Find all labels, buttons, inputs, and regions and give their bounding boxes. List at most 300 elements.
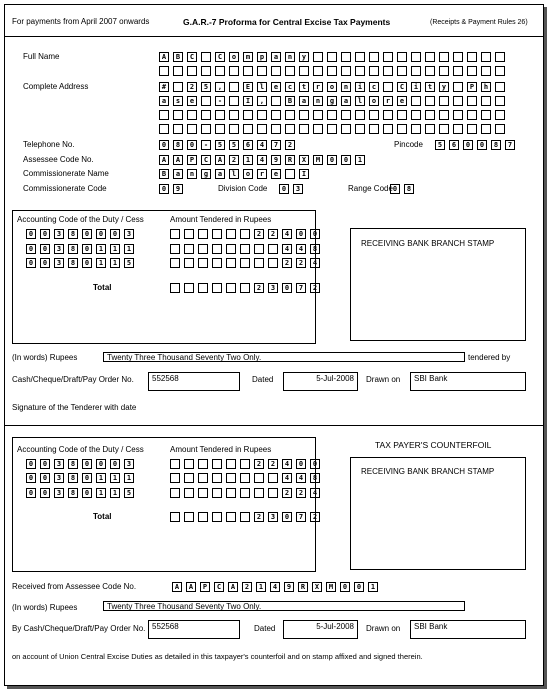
char-box[interactable] xyxy=(495,96,505,106)
char-box[interactable]: 5 xyxy=(435,140,445,150)
char-box[interactable] xyxy=(481,66,491,76)
char-box[interactable] xyxy=(425,110,435,120)
char-box[interactable] xyxy=(240,229,250,239)
char-box[interactable] xyxy=(170,512,180,522)
char-box[interactable] xyxy=(240,473,250,483)
char-box[interactable] xyxy=(184,283,194,293)
char-box[interactable]: A xyxy=(228,582,238,592)
accounting-code-3[interactable] xyxy=(26,258,138,268)
date-field[interactable]: 5-Jul-2008 xyxy=(283,372,358,391)
counterfoil-date-field[interactable]: 5-Jul-2008 xyxy=(283,620,358,639)
char-box[interactable] xyxy=(243,110,253,120)
counterfoil-bank-name-field[interactable]: SBI Bank xyxy=(410,620,526,639)
char-box[interactable] xyxy=(383,82,393,92)
char-box[interactable]: 2 xyxy=(282,258,292,268)
char-box[interactable] xyxy=(198,488,208,498)
char-box[interactable]: a xyxy=(215,169,225,179)
cheque-number-field[interactable]: 552568 xyxy=(148,372,240,391)
char-box[interactable]: 0 xyxy=(26,229,36,239)
char-box[interactable]: 0 xyxy=(110,459,120,469)
char-box[interactable] xyxy=(369,52,379,62)
char-box[interactable]: 3 xyxy=(54,473,64,483)
char-box[interactable]: C xyxy=(397,82,407,92)
bank-name-field[interactable]: SBI Bank xyxy=(410,372,526,391)
counterfoil-amount-2[interactable] xyxy=(170,473,324,483)
char-box[interactable]: 0 xyxy=(354,582,364,592)
char-box[interactable] xyxy=(341,52,351,62)
char-box[interactable] xyxy=(226,244,236,254)
char-box[interactable] xyxy=(240,512,250,522)
char-box[interactable] xyxy=(226,512,236,522)
char-box[interactable]: 0 xyxy=(310,229,320,239)
char-box[interactable]: e xyxy=(271,82,281,92)
char-box[interactable] xyxy=(383,52,393,62)
char-box[interactable] xyxy=(212,488,222,498)
char-box[interactable]: l xyxy=(355,96,365,106)
char-box[interactable]: 5 xyxy=(215,140,225,150)
char-box[interactable]: 9 xyxy=(173,184,183,194)
char-box[interactable]: 3 xyxy=(268,283,278,293)
char-box[interactable] xyxy=(229,82,239,92)
char-box[interactable]: 0 xyxy=(26,473,36,483)
char-box[interactable]: B xyxy=(159,169,169,179)
char-box[interactable] xyxy=(184,459,194,469)
char-box[interactable]: 4 xyxy=(310,258,320,268)
char-box[interactable] xyxy=(212,473,222,483)
char-box[interactable] xyxy=(229,124,239,134)
total-boxes[interactable] xyxy=(170,283,324,293)
char-box[interactable]: 3 xyxy=(54,459,64,469)
char-box[interactable] xyxy=(226,258,236,268)
char-box[interactable]: A xyxy=(215,155,225,165)
char-box[interactable]: 0 xyxy=(327,155,337,165)
char-box[interactable]: i xyxy=(411,82,421,92)
telephone-boxes[interactable] xyxy=(159,140,299,150)
char-box[interactable]: 0 xyxy=(82,473,92,483)
char-box[interactable]: r xyxy=(313,82,323,92)
char-box[interactable] xyxy=(453,96,463,106)
char-box[interactable]: 0 xyxy=(82,244,92,254)
char-box[interactable] xyxy=(201,124,211,134)
char-box[interactable]: P xyxy=(200,582,210,592)
char-box[interactable] xyxy=(187,110,197,120)
char-box[interactable]: 0 xyxy=(282,283,292,293)
char-box[interactable]: 0 xyxy=(296,229,306,239)
char-box[interactable] xyxy=(467,110,477,120)
range-code-boxes[interactable] xyxy=(390,184,418,194)
char-box[interactable]: l xyxy=(229,169,239,179)
char-box[interactable] xyxy=(184,488,194,498)
char-box[interactable]: 4 xyxy=(257,155,267,165)
char-box[interactable]: a xyxy=(299,96,309,106)
char-box[interactable]: 0 xyxy=(310,459,320,469)
char-box[interactable]: o xyxy=(243,169,253,179)
char-box[interactable] xyxy=(453,66,463,76)
char-box[interactable] xyxy=(159,124,169,134)
char-box[interactable]: 7 xyxy=(296,283,306,293)
char-box[interactable] xyxy=(201,96,211,106)
char-box[interactable]: 2 xyxy=(268,459,278,469)
char-box[interactable]: A xyxy=(173,155,183,165)
char-box[interactable]: 3 xyxy=(124,459,134,469)
char-box[interactable] xyxy=(369,110,379,120)
char-box[interactable]: 8 xyxy=(68,459,78,469)
char-box[interactable] xyxy=(341,124,351,134)
char-box[interactable] xyxy=(425,66,435,76)
char-box[interactable]: a xyxy=(341,96,351,106)
char-box[interactable] xyxy=(268,244,278,254)
address-row-3[interactable] xyxy=(159,110,509,120)
char-box[interactable] xyxy=(313,110,323,120)
char-box[interactable]: 0 xyxy=(40,229,50,239)
char-box[interactable]: P xyxy=(467,82,477,92)
char-box[interactable]: 1 xyxy=(110,473,120,483)
char-box[interactable] xyxy=(271,66,281,76)
char-box[interactable] xyxy=(411,96,421,106)
char-box[interactable] xyxy=(257,66,267,76)
char-box[interactable]: 8 xyxy=(68,473,78,483)
char-box[interactable] xyxy=(198,473,208,483)
char-box[interactable] xyxy=(198,283,208,293)
char-box[interactable]: 2 xyxy=(187,82,197,92)
char-box[interactable] xyxy=(439,96,449,106)
counterfoil-amount-1[interactable] xyxy=(170,459,324,469)
char-box[interactable]: 0 xyxy=(340,582,350,592)
char-box[interactable] xyxy=(201,110,211,120)
accounting-code-1[interactable] xyxy=(26,229,138,239)
char-box[interactable]: 8 xyxy=(491,140,501,150)
char-box[interactable] xyxy=(243,124,253,134)
char-box[interactable]: A xyxy=(186,582,196,592)
char-box[interactable] xyxy=(159,66,169,76)
char-box[interactable] xyxy=(254,258,264,268)
amount-words-field[interactable]: Twenty Three Thousand Seventy Two Only. xyxy=(103,352,465,362)
char-box[interactable] xyxy=(369,124,379,134)
accounting-code-2[interactable] xyxy=(26,244,138,254)
char-box[interactable]: R xyxy=(298,582,308,592)
char-box[interactable]: 8 xyxy=(310,244,320,254)
char-box[interactable] xyxy=(453,82,463,92)
char-box[interactable] xyxy=(198,244,208,254)
char-box[interactable]: 0 xyxy=(40,473,50,483)
char-box[interactable] xyxy=(187,124,197,134)
char-box[interactable]: n xyxy=(285,52,295,62)
char-box[interactable] xyxy=(212,229,222,239)
char-box[interactable]: M xyxy=(326,582,336,592)
char-box[interactable] xyxy=(453,124,463,134)
char-box[interactable]: 8 xyxy=(68,229,78,239)
char-box[interactable] xyxy=(170,229,180,239)
char-box[interactable]: , xyxy=(257,96,267,106)
char-box[interactable]: 0 xyxy=(110,229,120,239)
char-box[interactable]: 0 xyxy=(159,140,169,150)
char-box[interactable] xyxy=(212,459,222,469)
char-box[interactable]: n xyxy=(341,82,351,92)
char-box[interactable] xyxy=(243,66,253,76)
char-box[interactable]: 7 xyxy=(271,140,281,150)
char-box[interactable] xyxy=(439,52,449,62)
char-box[interactable]: 1 xyxy=(355,155,365,165)
counterfoil-accounting-code-1[interactable] xyxy=(26,459,138,469)
char-box[interactable]: 0 xyxy=(26,244,36,254)
char-box[interactable]: g xyxy=(327,96,337,106)
char-box[interactable] xyxy=(257,124,267,134)
char-box[interactable] xyxy=(198,229,208,239)
char-box[interactable]: 2 xyxy=(310,283,320,293)
char-box[interactable]: 3 xyxy=(268,512,278,522)
char-box[interactable]: 8 xyxy=(68,244,78,254)
char-box[interactable] xyxy=(229,96,239,106)
char-box[interactable] xyxy=(212,244,222,254)
char-box[interactable] xyxy=(355,66,365,76)
char-box[interactable] xyxy=(383,66,393,76)
char-box[interactable] xyxy=(201,66,211,76)
char-box[interactable] xyxy=(271,110,281,120)
char-box[interactable]: C xyxy=(215,52,225,62)
char-box[interactable]: B xyxy=(285,96,295,106)
char-box[interactable]: B xyxy=(173,52,183,62)
char-box[interactable] xyxy=(268,488,278,498)
char-box[interactable] xyxy=(453,110,463,120)
char-box[interactable] xyxy=(383,124,393,134)
char-box[interactable] xyxy=(341,110,351,120)
char-box[interactable]: 8 xyxy=(310,473,320,483)
char-box[interactable] xyxy=(397,52,407,62)
char-box[interactable]: o xyxy=(229,52,239,62)
counterfoil-amount-3[interactable] xyxy=(170,488,324,498)
char-box[interactable]: o xyxy=(369,96,379,106)
char-box[interactable] xyxy=(439,110,449,120)
char-box[interactable]: 2 xyxy=(229,155,239,165)
char-box[interactable]: X xyxy=(299,155,309,165)
char-box[interactable] xyxy=(467,96,477,106)
char-box[interactable]: l xyxy=(257,82,267,92)
char-box[interactable]: 3 xyxy=(54,244,64,254)
char-box[interactable] xyxy=(212,258,222,268)
char-box[interactable]: 0 xyxy=(187,140,197,150)
char-box[interactable] xyxy=(201,52,211,62)
char-box[interactable] xyxy=(254,244,264,254)
char-box[interactable]: e xyxy=(271,169,281,179)
char-box[interactable] xyxy=(170,258,180,268)
char-box[interactable]: a xyxy=(159,96,169,106)
char-box[interactable] xyxy=(341,66,351,76)
char-box[interactable]: y xyxy=(299,52,309,62)
char-box[interactable]: 8 xyxy=(68,258,78,268)
char-box[interactable]: y xyxy=(439,82,449,92)
char-box[interactable] xyxy=(383,110,393,120)
char-box[interactable]: 8 xyxy=(404,184,414,194)
char-box[interactable] xyxy=(170,488,180,498)
address-row-4[interactable] xyxy=(159,124,509,134)
char-box[interactable] xyxy=(159,110,169,120)
char-box[interactable] xyxy=(240,258,250,268)
char-box[interactable] xyxy=(285,66,295,76)
char-box[interactable] xyxy=(226,229,236,239)
division-code-boxes[interactable] xyxy=(279,184,307,194)
assessee-code-boxes[interactable] xyxy=(159,155,369,165)
char-box[interactable] xyxy=(481,52,491,62)
char-box[interactable]: 1 xyxy=(368,582,378,592)
char-box[interactable] xyxy=(411,52,421,62)
char-box[interactable]: 9 xyxy=(284,582,294,592)
char-box[interactable] xyxy=(411,66,421,76)
char-box[interactable]: 0 xyxy=(96,229,106,239)
char-box[interactable]: 0 xyxy=(296,459,306,469)
char-box[interactable] xyxy=(268,473,278,483)
char-box[interactable]: 1 xyxy=(96,258,106,268)
char-box[interactable]: r xyxy=(383,96,393,106)
counterfoil-total-boxes[interactable] xyxy=(170,512,324,522)
char-box[interactable] xyxy=(411,124,421,134)
char-box[interactable]: - xyxy=(201,140,211,150)
char-box[interactable]: 1 xyxy=(96,488,106,498)
char-box[interactable] xyxy=(254,473,264,483)
char-box[interactable] xyxy=(313,52,323,62)
char-box[interactable]: 0 xyxy=(477,140,487,150)
char-box[interactable] xyxy=(481,124,491,134)
char-box[interactable]: n xyxy=(313,96,323,106)
char-box[interactable] xyxy=(229,110,239,120)
char-box[interactable] xyxy=(226,488,236,498)
char-box[interactable] xyxy=(198,459,208,469)
char-box[interactable]: 5 xyxy=(124,488,134,498)
char-box[interactable]: 4 xyxy=(296,473,306,483)
char-box[interactable]: 0 xyxy=(279,184,289,194)
char-box[interactable]: a xyxy=(271,52,281,62)
char-box[interactable]: 7 xyxy=(296,512,306,522)
char-box[interactable]: 2 xyxy=(282,488,292,498)
char-box[interactable] xyxy=(198,258,208,268)
char-box[interactable]: i xyxy=(355,82,365,92)
commissionerate-code-boxes[interactable] xyxy=(159,184,187,194)
char-box[interactable]: 8 xyxy=(68,488,78,498)
char-box[interactable]: 0 xyxy=(341,155,351,165)
char-box[interactable]: C xyxy=(201,155,211,165)
char-box[interactable]: 1 xyxy=(124,473,134,483)
char-box[interactable] xyxy=(215,110,225,120)
pincode-boxes[interactable] xyxy=(435,140,519,150)
char-box[interactable] xyxy=(268,258,278,268)
address-row-1[interactable] xyxy=(159,82,509,92)
char-box[interactable]: 0 xyxy=(463,140,473,150)
char-box[interactable]: 8 xyxy=(173,140,183,150)
char-box[interactable] xyxy=(397,110,407,120)
char-box[interactable] xyxy=(257,110,267,120)
char-box[interactable]: 2 xyxy=(254,229,264,239)
char-box[interactable]: 2 xyxy=(268,229,278,239)
amount-2[interactable] xyxy=(170,244,324,254)
char-box[interactable]: 4 xyxy=(310,488,320,498)
char-box[interactable] xyxy=(170,283,180,293)
char-box[interactable] xyxy=(271,96,281,106)
counterfoil-assessee-code-boxes[interactable] xyxy=(172,582,382,592)
char-box[interactable]: m xyxy=(243,52,253,62)
char-box[interactable]: 0 xyxy=(282,512,292,522)
counterfoil-accounting-code-3[interactable] xyxy=(26,488,138,498)
char-box[interactable] xyxy=(198,512,208,522)
char-box[interactable]: 3 xyxy=(293,184,303,194)
char-box[interactable] xyxy=(453,52,463,62)
char-box[interactable]: 0 xyxy=(26,488,36,498)
char-box[interactable]: 0 xyxy=(82,488,92,498)
char-box[interactable]: 1 xyxy=(256,582,266,592)
char-box[interactable]: c xyxy=(369,82,379,92)
char-box[interactable]: 6 xyxy=(449,140,459,150)
char-box[interactable] xyxy=(397,66,407,76)
char-box[interactable] xyxy=(285,124,295,134)
char-box[interactable]: C xyxy=(187,52,197,62)
char-box[interactable]: 2 xyxy=(296,258,306,268)
char-box[interactable] xyxy=(215,124,225,134)
char-box[interactable]: 0 xyxy=(26,258,36,268)
char-box[interactable] xyxy=(313,124,323,134)
char-box[interactable] xyxy=(313,66,323,76)
char-box[interactable]: I xyxy=(299,169,309,179)
char-box[interactable] xyxy=(226,283,236,293)
char-box[interactable]: 4 xyxy=(282,244,292,254)
char-box[interactable]: E xyxy=(243,82,253,92)
char-box[interactable] xyxy=(327,66,337,76)
char-box[interactable] xyxy=(425,124,435,134)
char-box[interactable] xyxy=(173,82,183,92)
char-box[interactable]: P xyxy=(187,155,197,165)
full-name-row-1[interactable] xyxy=(159,52,509,62)
char-box[interactable] xyxy=(184,229,194,239)
char-box[interactable] xyxy=(495,52,505,62)
char-box[interactable] xyxy=(467,52,477,62)
char-box[interactable]: p xyxy=(257,52,267,62)
char-box[interactable] xyxy=(285,110,295,120)
char-box[interactable]: 2 xyxy=(242,582,252,592)
char-box[interactable] xyxy=(327,110,337,120)
char-box[interactable]: e xyxy=(397,96,407,106)
char-box[interactable]: 5 xyxy=(229,140,239,150)
char-box[interactable]: 0 xyxy=(96,459,106,469)
char-box[interactable] xyxy=(173,66,183,76)
char-box[interactable]: 3 xyxy=(54,229,64,239)
char-box[interactable]: 0 xyxy=(40,488,50,498)
char-box[interactable] xyxy=(355,110,365,120)
char-box[interactable]: 3 xyxy=(124,229,134,239)
commissionerate-name-boxes[interactable] xyxy=(159,169,313,179)
char-box[interactable] xyxy=(439,66,449,76)
char-box[interactable]: 0 xyxy=(40,244,50,254)
char-box[interactable]: 0 xyxy=(26,459,36,469)
char-box[interactable] xyxy=(229,66,239,76)
char-box[interactable] xyxy=(184,258,194,268)
char-box[interactable] xyxy=(495,124,505,134)
char-box[interactable]: 0 xyxy=(82,229,92,239)
char-box[interactable]: 6 xyxy=(243,140,253,150)
char-box[interactable] xyxy=(327,124,337,134)
char-box[interactable]: 4 xyxy=(257,140,267,150)
char-box[interactable] xyxy=(212,512,222,522)
char-box[interactable]: 0 xyxy=(82,459,92,469)
char-box[interactable]: 2 xyxy=(285,140,295,150)
char-box[interactable] xyxy=(240,283,250,293)
char-box[interactable]: # xyxy=(159,82,169,92)
char-box[interactable]: 5 xyxy=(201,82,211,92)
char-box[interactable] xyxy=(240,488,250,498)
char-box[interactable] xyxy=(215,66,225,76)
char-box[interactable]: 2 xyxy=(310,512,320,522)
char-box[interactable] xyxy=(299,66,309,76)
char-box[interactable]: 5 xyxy=(124,258,134,268)
char-box[interactable] xyxy=(285,169,295,179)
address-row-2[interactable] xyxy=(159,96,509,106)
char-box[interactable] xyxy=(226,459,236,469)
